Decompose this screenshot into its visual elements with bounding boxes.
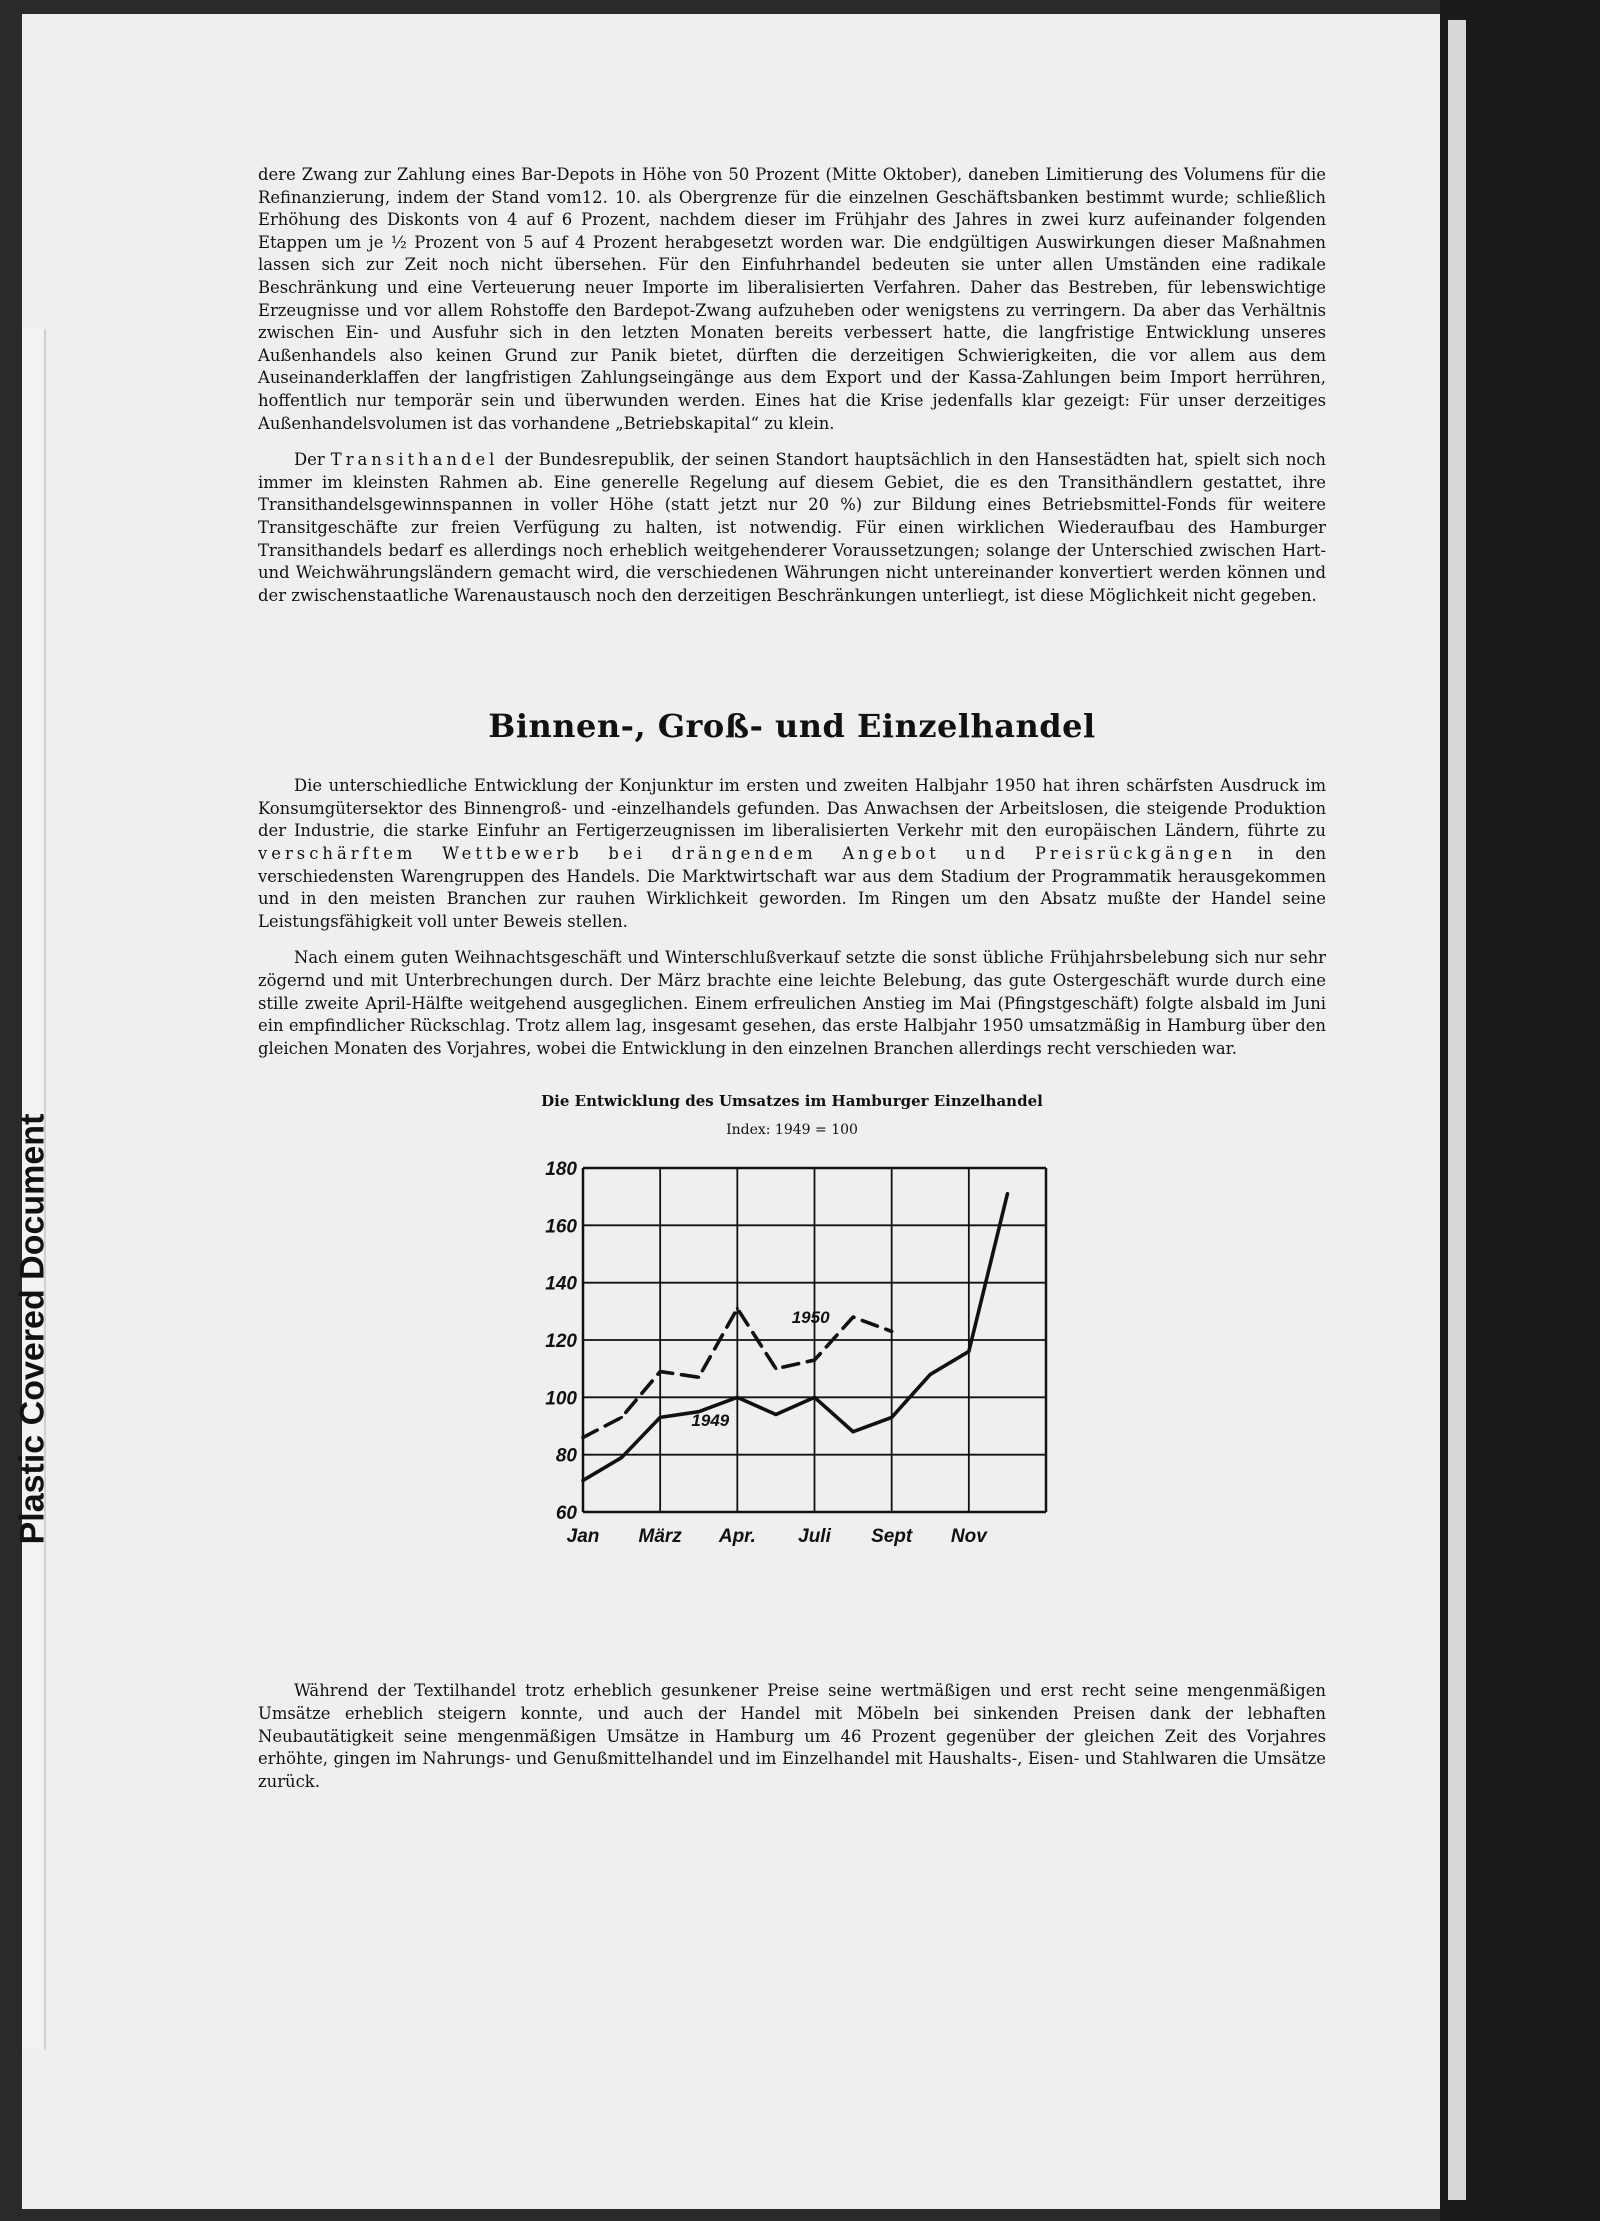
page-content [258, 164, 1326, 1793]
paragraph-transithandel [258, 449, 1326, 607]
data-point-1949 [890, 1416, 893, 1419]
data-point-1950 [736, 1307, 739, 1310]
chart-subtitle: Index: 1949 = 100 [726, 1122, 858, 1139]
y-tick-label: 60 [555, 1503, 577, 1525]
text-fragment: Die unterschiedliche Entwicklung der Konjunktur im ersten und zweiten Halbjahr 1950 hat ihren schärfsten Ausdruck im Konsumgütersektor des Binnengroß- und -einzelhandels gefunden. Das Anwachsen der Arbeitslosen, die steigende Produktion der Industrie, die starke Einfuhr an Fertigerzeugnissen im liberalisierten Verkehr mit den europäischen Ländern, führte zu [258, 776, 1326, 841]
x-tick-label: Apr. [718, 1526, 756, 1548]
section-heading: Binnen-, Groß- und Einzelhandel [488, 707, 1096, 746]
data-point-1949 [659, 1416, 662, 1419]
series-label-1949: 1949 [691, 1411, 730, 1431]
paragraph-weihnachtsgeschaeft: Nach einem guten Weihnachtsgeschäft und Winterschlußverkauf setzte die sonst übliche Frühjahrsbelebung sich nur sehr zögernd und mit Unterbrechungen durch. Der März brachte eine leichte Belebung, das gute Ostergeschäft wurde durch eine stille zweite April-Hälfte weitgehend ausgeglichen. Einem erfreulichen Anstieg im Mai (Pfingstgeschäft) folgte alsbald im Juni ein empfindlicher Rückschlag. Trotz allem lag, insgesamt gesehen, das erste Halbjahr 1950 umsatzmäßig in Hamburg über den gleichen Monaten des Vorjahres, wobei die Entwicklung in den einzelnen Branchen allerdings recht verschieden war. [258, 948, 1326, 1058]
text-fragment: Der [294, 450, 331, 470]
paragraph-bardepot: dere Zwang zur Zahlung eines Bar-Depots in Höhe von 50 Prozent (Mitte Oktober), daneben Limitierung des Volumens für die Refinanzierung, indem der Stand vom12. 10. als Obergrenze für die einzelnen Geschäftsbanken bestimmt wurde; schließlich Erhöhung des Diskonts von 4 auf 6 Prozent, nachdem dieser im Frühjahr des Jahres in zwei kurz aufeinander folgenden Etappen um je ½ Prozent von 5 auf 4 Prozent herabgesetzt worden war. Die endgültigen Auswirkungen dieser Maßnahmen lassen sich zur Zeit noch nicht übersehen. Für den Einfuhrhandel bedeuten sie unter allen Umständen eine radikale Beschränkung und eine Verteuerung neuer Importe im liberalisierten Verfahren. Daher das Bestreben, für lebenswichtige Erzeugnisse und vor allem Rohstoffe den Bardepot-Zwang aufzuheben oder wenigstens zu verringern. Da aber das Verhältnis zwischen Ein- und Ausfuhr sich in den letzten Monaten bereits verbessert hatte, die langfristige Entwicklung unseres Außenhandels also keinen Grund zur Panik bietet, dürften die derzeitigen Schwierigkeiten, die vor allem aus dem Auseinanderklaffen der langfristigen Zahlungseingänge aus dem Export und der Kassa-Zahlungen beim Import herrühren, hoffentlich nur temporär sein und überwunden werden. Eines hat die Krise jedenfalls klar gezeigt: Für unser derzeitiges Außenhandelsvolumen ist das vorhandene „Betriebskapital“ zu klein. [258, 165, 1326, 433]
text-fragment: in den verschiedensten Warengruppen des Handels. Die Marktwirtschaft war aus dem Stadium der Programmatik herausgekommen und in den meisten Branchen zur rauhen Wirklichkeit geworden. Im Ringen um den Absatz mußte der Handel seine Leistungsfähigkeit voll unter Beweis stellen. [258, 844, 1326, 931]
emphasis-wettbewerb: verschärftem Wettbewerb bei drängendem Angebot und Preisrückgängen [258, 844, 1237, 864]
emphasis-transithandel: Transithandel [330, 450, 499, 470]
series-label-1950: 1950 [791, 1308, 830, 1328]
paragraph-textilhandel: Während der Textilhandel trotz erheblich gesunkener Preise seine wertmäßigen und erst recht seine mengenmäßigen Umsätze erheblich steigern konnte, und auch der Handel mit Möbeln bei sinkenden Preisen dank der lebhaften Neubautätigkeit seine mengenmäßigen Umsätze in Hamburg um 46 Prozent gegenüber der gleichen Zeit des Vorjahres erhöhte, gingen im Nahrungs- und Genußmittelhandel und im Einzelhandel mit Haushalts-, Eisen- und Stahlwaren die Umsätze zurück. [258, 1681, 1326, 1791]
binding-label: Plastic Covered Document [13, 1113, 52, 1545]
series-line-1949 [583, 1194, 1007, 1481]
data-point-1950 [852, 1316, 855, 1319]
paragraph-konjunktur [258, 775, 1326, 933]
x-tick-label: Jan [566, 1526, 600, 1548]
data-point-1949 [852, 1431, 855, 1434]
y-tick-label: 160 [545, 1216, 577, 1238]
data-point-1950 [582, 1436, 585, 1439]
text-fragment: der Bundesrepublik, der seinen Standort hauptsächlich in den Hansestädten hat, spielt sich noch immer im kleinsten Rahmen ab. Eine generelle Regelung auf diesem Gebiet, die es den Transithändlern gestattet, ihre Transithandelsgewinnspannen in voller Höhe (statt jetzt nur 20 %) zur Bildung eines Betriebsmittel-Fonds für weitere Transitgeschäfte zur freien Verfügung zu halten, ist notwendig. Für einen wirklichen Wiederaufbau des Hamburger Transithandels bedarf es allerdings noch erheblich weitgehenderer Voraussetzungen; solange der Unterschied zwischen Hart- und Weichwährungsländern gemacht wird, die verschiedenen Währungen nicht untereinander konvertiert werden können und der zwischenstaatliche Warenaustausch noch den derzeitigen Beschränkungen unterliegt, ist diese Möglichkeit nicht gegeben. [258, 450, 1326, 605]
data-point-1949 [736, 1396, 739, 1399]
data-point-1949 [1006, 1193, 1009, 1196]
y-tick-label: 120 [545, 1331, 577, 1353]
chart-title: Die Entwicklung des Umsatzes im Hamburger Einzelhandel [541, 1092, 1043, 1111]
x-tick-label: Nov [950, 1526, 987, 1548]
data-point-1950 [774, 1368, 777, 1371]
data-point-1950 [813, 1359, 816, 1362]
x-tick-label: Sept [871, 1526, 913, 1548]
x-tick-label: Juli [798, 1526, 831, 1548]
data-point-1949 [967, 1350, 970, 1353]
chart-plot [258, 1080, 1326, 1670]
y-tick-label: 140 [545, 1274, 577, 1296]
data-point-1949 [620, 1456, 623, 1459]
x-tick-label: März [638, 1526, 682, 1548]
y-tick-label: 100 [545, 1388, 577, 1410]
data-point-1949 [929, 1373, 932, 1376]
y-tick-label: 180 [545, 1159, 577, 1181]
data-point-1949 [774, 1413, 777, 1416]
chart-umsatz [258, 1080, 1326, 1670]
data-point-1949 [813, 1396, 816, 1399]
data-point-1950 [697, 1376, 700, 1379]
document-page [13, 14, 1462, 2209]
page-edge-strip [1448, 20, 1466, 2200]
data-point-1950 [890, 1330, 893, 1333]
data-point-1949 [582, 1479, 585, 1482]
y-tick-label: 80 [555, 1446, 577, 1468]
data-point-1950 [620, 1416, 623, 1419]
data-point-1950 [659, 1370, 662, 1373]
binding-edge [13, 329, 52, 2049]
